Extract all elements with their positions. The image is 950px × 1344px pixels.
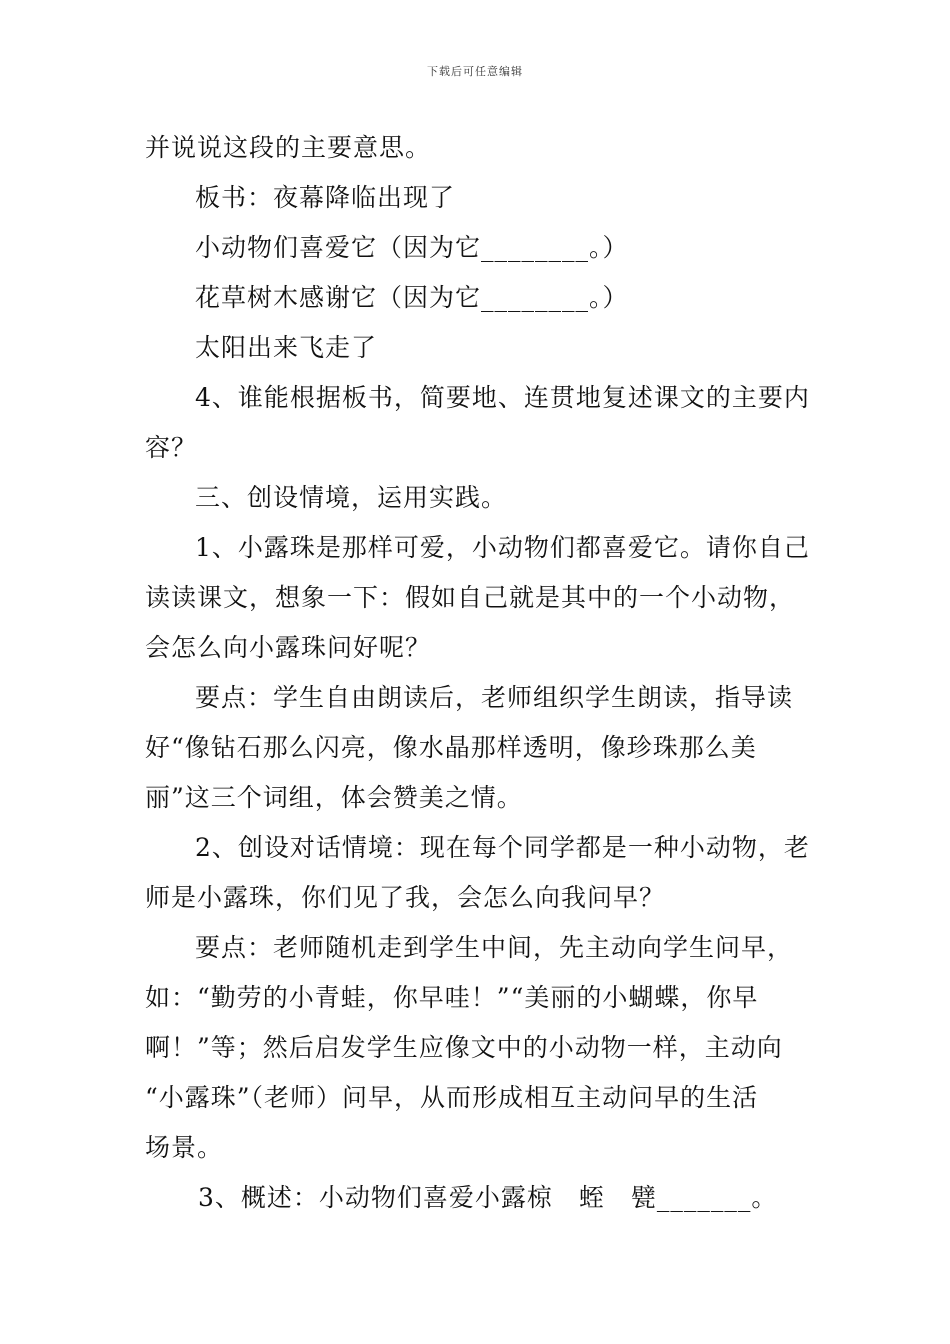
body-line-1: 并说说这段的主要意思。 [145, 133, 432, 162]
blackboard-line-animals: 小动物们喜爱它（因为它________。） [195, 233, 629, 262]
page-header: 下载后可任意编辑 [427, 65, 523, 78]
blackboard-line-sun: 太阳出来飞走了 [195, 333, 378, 362]
blackboard-line-plants: 花草树木感谢它（因为它________。） [195, 283, 629, 312]
key-point-1-line-1: 要点：学生自由朗读后，老师组织学生朗读，指导读 [195, 683, 794, 712]
key-point-2-line-1: 要点：老师随机走到学生中间，先主动向学生问早， [195, 933, 794, 962]
item-2-line-1: 2、创设对话情境：现在每个同学都是一种小动物，老 [195, 833, 810, 862]
key-point-2-line-2: 如：“勤劳的小青蛙，你早哇！”“美丽的小蝴蝶，你早 [145, 983, 759, 1012]
step-4-line-2: 容？ [145, 433, 198, 462]
item-1-line-3: 会怎么向小露珠问好呢？ [145, 633, 432, 662]
blackboard-title: 板书：夜幕降临出现了 [195, 183, 456, 212]
item-2-line-2: 师是小露珠，你们见了我，会怎么向我问早？ [145, 883, 666, 912]
step-4-line-1: 4、谁能根据板书，简要地、连贯地复述课文的主要内 [195, 383, 810, 412]
key-point-2-line-4: “小露珠”（老师）问早，从而形成相互主动问早的生活 [145, 1083, 759, 1112]
key-point-1-line-2: 好“像钻石那么闪亮，像水晶那样透明，像珍珠那么美 [145, 733, 757, 762]
key-point-2-line-5: 场景。 [145, 1133, 224, 1162]
key-point-2-line-3: 啊！”等；然后启发学生应像文中的小动物一样，主动向 [145, 1033, 783, 1062]
item-1-line-2: 读读课文，想象一下：假如自己就是其中的一个小动物， [145, 583, 796, 612]
item-3-line-1: 3、概述：小动物们喜爱小露椋 蛭 甓_______。 [198, 1183, 778, 1212]
item-1-line-1: 1、小露珠是那样可爱，小动物们都喜爱它。请你自己 [195, 533, 810, 562]
section-3-heading: 三、创设情境，运用实践。 [195, 483, 508, 512]
key-point-1-line-3: 丽”这三个词组，体会赞美之情。 [145, 783, 523, 812]
